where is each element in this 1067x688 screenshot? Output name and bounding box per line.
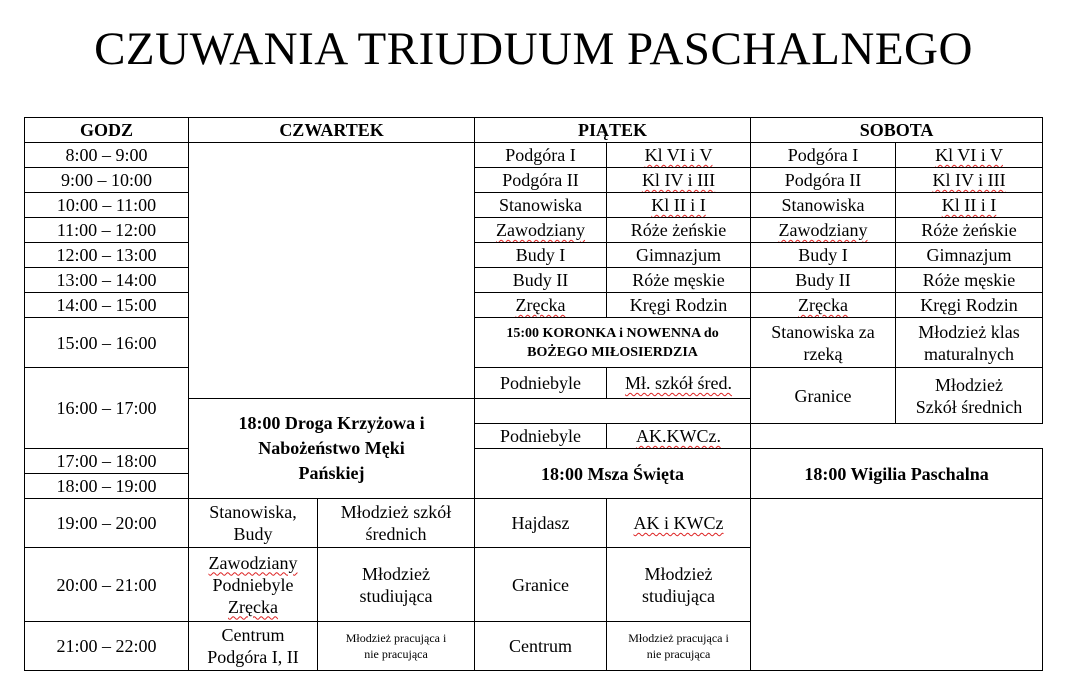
hour-cell: 10:00 – 11:00 bbox=[25, 193, 189, 218]
schedule-table bbox=[24, 117, 1043, 671]
sat-place: Budy II bbox=[751, 268, 896, 293]
sat-group-line: Młodzież klas bbox=[918, 321, 1020, 342]
table-row bbox=[25, 368, 1043, 399]
sat-place: Podgóra II bbox=[751, 168, 896, 193]
sat-group bbox=[896, 168, 1043, 193]
sat-place-line: rzeką bbox=[803, 343, 843, 364]
fri-place-text: Zręcka bbox=[515, 295, 566, 315]
thu-place-line: Podgóra I, II bbox=[207, 647, 299, 667]
droga-line: Nabożeństwo Męki bbox=[258, 438, 405, 458]
fri-group-line: Młodzież bbox=[644, 563, 713, 584]
fri-group: Kręgi Rodzin bbox=[607, 293, 751, 318]
sat-group-line: Młodzież bbox=[935, 374, 1004, 395]
sat-group bbox=[896, 318, 1043, 368]
fri-group bbox=[607, 622, 751, 671]
page-title: CZUWANIA TRIUDUUM PASCHALNEGO bbox=[94, 23, 973, 75]
sat-group-text: Kl VI i V bbox=[935, 145, 1003, 165]
sat-group: Róże męskie bbox=[896, 268, 1043, 293]
thu-place bbox=[189, 548, 318, 622]
fri-place: Centrum bbox=[475, 622, 607, 671]
fri-group-text: Kl II i I bbox=[651, 195, 706, 215]
fri-place-text: Zawodziany bbox=[496, 220, 585, 240]
table-row bbox=[25, 293, 1043, 318]
thu-place-line: Stanowiska, bbox=[209, 502, 297, 522]
droga-krzyzowa-cell bbox=[189, 399, 475, 499]
table-row bbox=[25, 499, 1043, 548]
sat-place-line: Stanowiska za bbox=[771, 321, 875, 342]
header-godz: GODZ bbox=[25, 118, 189, 143]
sat-group bbox=[607, 424, 751, 449]
saturday-empty-cell bbox=[751, 499, 1043, 671]
fri-place: Granice bbox=[475, 548, 607, 622]
sat-place: Podniebyle bbox=[475, 424, 607, 449]
sat-group-text: Kl II i I bbox=[941, 195, 997, 215]
hour-cell: 9:00 – 10:00 bbox=[25, 168, 189, 193]
fri-place: Podgóra II bbox=[475, 168, 607, 193]
thu-group bbox=[318, 622, 475, 671]
table-row bbox=[25, 243, 1043, 268]
header-czwartek: CZWARTEK bbox=[189, 118, 475, 143]
hour-cell: 15:00 – 16:00 bbox=[25, 318, 189, 368]
fri-group-line: studiująca bbox=[642, 585, 716, 606]
sat-place: Podgóra I bbox=[751, 143, 896, 168]
sat-place bbox=[751, 318, 896, 368]
table-row bbox=[25, 143, 1043, 168]
thu-group bbox=[318, 548, 475, 622]
fri-place: Stanowiska bbox=[475, 193, 607, 218]
hour-cell: 19:00 – 20:00 bbox=[25, 499, 189, 548]
thu-place-line: Podniebyle bbox=[212, 574, 294, 595]
sat-group: Gimnazjum bbox=[896, 243, 1043, 268]
sat-place bbox=[751, 293, 896, 318]
fri-group-line: Młodzież pracująca i bbox=[628, 631, 729, 645]
hour-cell: 18:00 – 19:00 bbox=[25, 474, 189, 499]
fri-group bbox=[607, 143, 751, 168]
hour-cell: 13:00 – 14:00 bbox=[25, 268, 189, 293]
sat-place bbox=[751, 218, 896, 243]
fri-place: Budy II bbox=[475, 268, 607, 293]
table-row bbox=[25, 449, 1043, 474]
sat-group-line: maturalnych bbox=[924, 343, 1015, 364]
sat-group bbox=[896, 368, 1043, 424]
droga-line: Pańskiej bbox=[298, 463, 365, 483]
fri-place: Podniebyle bbox=[475, 368, 607, 399]
sat-group bbox=[896, 193, 1043, 218]
fri-group bbox=[607, 499, 751, 548]
thu-group-line: nie pracująca bbox=[364, 647, 428, 661]
fri-place bbox=[475, 293, 607, 318]
fri-group: Róże żeńskie bbox=[607, 218, 751, 243]
table-row bbox=[25, 318, 1043, 368]
hour-cell: 21:00 – 22:00 bbox=[25, 622, 189, 671]
sat-group bbox=[896, 143, 1043, 168]
fri-group-text: Kl IV i III bbox=[641, 170, 716, 190]
sat-place-text: Zawodziany bbox=[778, 220, 868, 240]
thu-place-line bbox=[191, 596, 315, 618]
sat-place: Budy I bbox=[751, 243, 896, 268]
thu-group-line: średnich bbox=[365, 524, 427, 544]
thu-group-line: Młodzież bbox=[362, 563, 430, 584]
hour-cell: 20:00 – 21:00 bbox=[25, 548, 189, 622]
fri-place: Budy I bbox=[475, 243, 607, 268]
sat-place-text: Zręcka bbox=[798, 295, 849, 315]
koronka-line: BOŻEGO MIŁOSIERDZIA bbox=[527, 344, 698, 360]
hour-cell: 17:00 – 18:00 bbox=[25, 449, 189, 474]
sat-group-line: Szkół średnich bbox=[915, 396, 1023, 417]
koronka-cell bbox=[475, 318, 751, 368]
thu-group bbox=[318, 499, 475, 548]
thu-group-line: studiująca bbox=[359, 585, 433, 606]
sat-place: Granice bbox=[751, 368, 896, 424]
table-row bbox=[25, 218, 1043, 243]
thu-place-text: Zawodziany bbox=[208, 552, 298, 573]
fri-group bbox=[607, 168, 751, 193]
fri-place: Hajdasz bbox=[475, 499, 607, 548]
thu-place-line: Centrum bbox=[221, 625, 285, 645]
header-piatek: PIĄTEK bbox=[475, 118, 751, 143]
sat-place: Stanowiska bbox=[751, 193, 896, 218]
header-row bbox=[25, 118, 1043, 143]
thu-place-text: Zręcka bbox=[228, 596, 278, 617]
sat-group: Róże żeńskie bbox=[896, 218, 1043, 243]
hour-cell: 14:00 – 15:00 bbox=[25, 293, 189, 318]
koronka-line: 15:00 KORONKA i NOWENNA do bbox=[506, 325, 719, 341]
thursday-empty-cell bbox=[189, 143, 475, 399]
table-row bbox=[25, 168, 1043, 193]
hour-cell: 11:00 – 12:00 bbox=[25, 218, 189, 243]
thu-place bbox=[189, 622, 318, 671]
droga-line: 18:00 Droga Krzyżowa i bbox=[238, 413, 425, 433]
fri-group bbox=[607, 548, 751, 622]
fri-group-line: nie pracująca bbox=[646, 647, 711, 661]
fri-group-text: Kl VI i V bbox=[644, 145, 713, 165]
table-row bbox=[25, 268, 1043, 293]
hour-cell: 8:00 – 9:00 bbox=[25, 143, 189, 168]
header-sobota: SOBOTA bbox=[751, 118, 1043, 143]
msza-cell: 18:00 Msza Święta bbox=[475, 449, 751, 499]
thu-group-line: Młodzież pracująca i bbox=[345, 631, 447, 645]
thu-place-line bbox=[191, 552, 315, 574]
hour-cell: 12:00 – 13:00 bbox=[25, 243, 189, 268]
fri-group: Gimnazjum bbox=[607, 243, 751, 268]
fri-place: Podgóra I bbox=[475, 143, 607, 168]
fri-group bbox=[607, 368, 751, 399]
fri-place bbox=[475, 218, 607, 243]
fri-group-text: Mł. szkół śred. bbox=[625, 373, 733, 393]
fri-group-text: AK i KWCz bbox=[633, 513, 724, 533]
thu-place-line: Budy bbox=[233, 524, 273, 544]
sat-group: Kręgi Rodzin bbox=[896, 293, 1043, 318]
table-row bbox=[25, 193, 1043, 218]
wigilia-cell: 18:00 Wigilia Paschalna bbox=[751, 449, 1043, 499]
sat-group-text: Kl IV i III bbox=[932, 170, 1006, 190]
fri-group bbox=[607, 193, 751, 218]
thu-place bbox=[189, 499, 318, 548]
hour-cell: 16:00 – 17:00 bbox=[25, 368, 189, 449]
sat-group-text: AK.KWCz. bbox=[636, 426, 722, 446]
fri-group: Róże męskie bbox=[607, 268, 751, 293]
thu-group-line: Młodzież szkół bbox=[340, 502, 452, 522]
